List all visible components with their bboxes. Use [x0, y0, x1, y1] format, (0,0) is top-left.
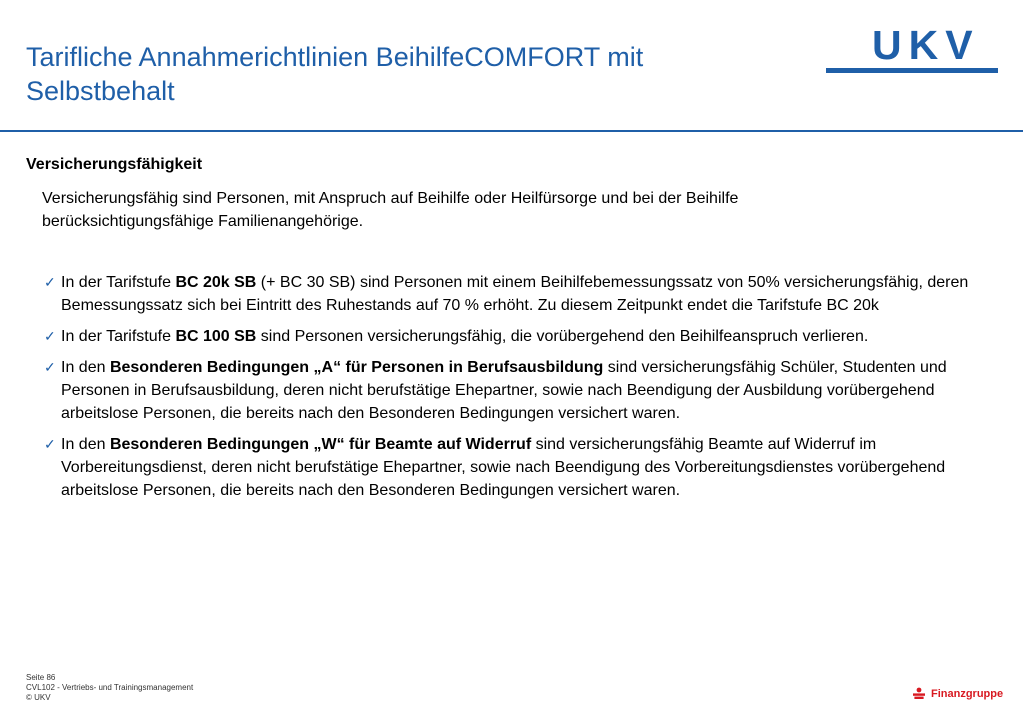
page-number: Seite 86 — [26, 673, 56, 682]
checkmark-icon: ✓ — [44, 328, 56, 344]
section-heading: Versicherungsfähigkeit — [26, 156, 203, 173]
sparkasse-icon — [912, 687, 926, 701]
copyright: © UKV — [26, 693, 51, 702]
checkmark-icon: ✓ — [44, 359, 56, 375]
header-divider — [0, 130, 1023, 132]
checkmark-icon: ✓ — [44, 436, 56, 452]
footer — [26, 673, 193, 703]
checkmark-icon: ✓ — [44, 274, 56, 290]
finanzgruppe-label: Finanzgruppe — [931, 688, 1004, 700]
course-label: CVL102 - Vertriebs- und Trainingsmanagement — [26, 683, 194, 692]
slide-title: Tarifliche Annahmerichtlinien BeihilfeCOMFORT mit Selbstbehalt — [26, 42, 644, 106]
logo-text: UKV — [872, 22, 980, 68]
criteria-list — [44, 271, 979, 510]
finanzgruppe-logo — [912, 686, 1003, 702]
list-item: ✓ In den Besonderen Bedingungen „W“ für Beamte auf Widerruf sind versicherungsfähig Beamte auf Widerruf im Vorbereitungsdienst, deren nicht berufstätige Ehepartner, sowie nach Beendigung des Vorbereitungsdienstes vorübergehend arbeitslose Personen, die bereits nach den Besonderen Bedingungen versichert waren. — [44, 433, 979, 502]
logo-underline — [826, 68, 998, 73]
ukv-logo — [826, 22, 998, 74]
intro-text: Versicherungsfähig sind Personen, mit Anspruch auf Beihilfe oder Heilfürsorge und bei der Beihilfe berücksichtigungsfähige Familienangehörige. — [42, 190, 739, 230]
list-item: ✓ In der Tarifstufe BC 20k SB (+ BC 30 SB) sind Personen mit einem Beihilfebemessungssatz von 50% versicherungsfähig, deren Bemessungssatz sich bei Eintritt des Ruhestands auf 70 % erhöht. Zu diesem Zeitpunkt endet die Tarifstufe BC 20k — [44, 271, 979, 317]
list-item: ✓ In den Besonderen Bedingungen „A“ für Personen in Berufsausbildung sind versicherungsfähig Schüler, Studenten und Personen in Berufsausbildung, deren nicht berufstätige Ehepartner, sowie nach Beendigung der Ausbildung vorübergehend arbeitslose Personen, die bereits nach den Besonderen Bedingungen versichert waren. — [44, 356, 979, 425]
list-item: ✓ In der Tarifstufe BC 100 SB sind Personen versicherungsfähig, die vorübergehend den Beihilfeanspruch verlieren. — [44, 325, 979, 348]
